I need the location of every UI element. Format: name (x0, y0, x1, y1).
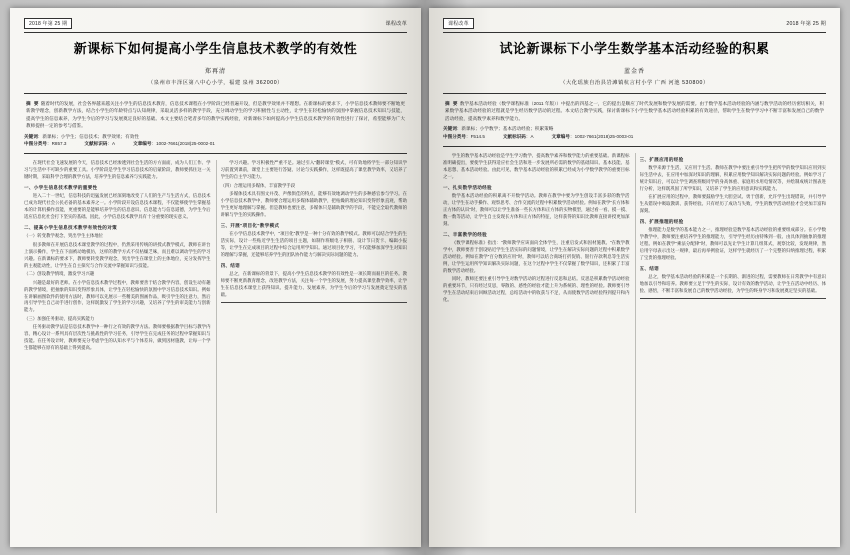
paragraph: 学习兴趣。学习积极性严重不足。通过引入"翻转课堂"模式，可有效地将学生一部分知识学习前置到课前，课堂上主要进行答疑、讨论与实践操作，这样既提高了课堂教学效率，又培养了学生的自主学习能力。 (220, 160, 407, 180)
references-divider-right (640, 298, 827, 299)
abstract-left (24, 100, 407, 130)
doc-code-value-right: A (530, 134, 534, 139)
paragraph: 总之，数学基本活动经验的积累是一个长期的、渐进的过程，需要教师在日常教学中有意识地加以引导和培养。教师要立足于学生的实际，设计有效的数学活动，让学生在活动中经历、体验、感悟，不断丰富和发展自己的数学活动经验，为学生的终身学习和发展奠定坚实的基础。 (639, 274, 826, 294)
paragraph: （二）创设教学情境，激发学习兴趣 (24, 271, 95, 277)
paragraph: 数学来源于生活，又应用于生活。教师在教学中要注重引导学生把所学的数学知识应用到实际生活中去，在应用中加深对知识的理解，积累应用数学知识解决实际问题的经验。例如学习了统计知识后，可以让学生调查班级同学的身高体重、家庭用水用电情况等，并绘制成统计图表进行分析，这样既巩固了所学知识，又培养了学生的应用意识和实践能力。 (639, 165, 826, 191)
article-title-right: 试论新课标下小学生数学基本活动经验的积累 (499, 42, 770, 57)
title-block-right (443, 42, 826, 86)
section-heading: 一、扎实数学活动经验 (443, 184, 492, 190)
abstract-label-left: 摘 要 (26, 100, 40, 106)
paragraph: 在扩展应用的过程中，教师要鼓励学生大胆尝试、勇于创新，允许学生出现错误，并引导学生从错误中吸取教训、获得经验。只有经历了成功与失败，学生的数学活动经验才会更加丰富和深刻。 (639, 194, 826, 214)
section-heading: 一、小学生信息技术教学的重要性 (24, 185, 98, 191)
column-right-2 (640, 153, 827, 527)
article-affiliation-left: （泉州市丰泽区第八中心小学，福建 泉州 362000） (148, 79, 283, 86)
body-columns-right (443, 153, 826, 527)
divider-top-right (443, 93, 826, 94)
divider-top-left (24, 93, 407, 94)
article-author-left: 郑再清 (204, 68, 226, 75)
article-id-label-left: 文章编号 (133, 141, 152, 147)
paragraph: 在小学信息技术教学中，"项目化"教学是一种十分有效的教学模式。教师可以结合学生的生活实际，设计一些贴近学生生活的项目主题，如制作班级电子相册、设计节日贺卡、编辑小报等，让学生在完成项目的过程中综合运用所学知识。通过项目化学习，不仅能够加深学生对知识的理解与掌握，还能够培养学生的团队协作能力与解决实际问题的能力。 (220, 231, 407, 257)
issue-label-left: 2018 年第 25 期 (24, 18, 72, 29)
page-right (429, 8, 840, 547)
section-heading: 二、丰富教学的经验 (443, 231, 488, 237)
paragraph: 学生的数学基本活动经验是学生学习数学、提高数学素养和数学能力的重要基础。新课程标准明确提出，要使学生获得适应社会生活和进一步发展所必需的数学的基础知识、基本技能、基本思想、基本活动经验。由此可见，数学基本活动经验的积累已经成为小学数学教学的重要目标之一。 (443, 152, 630, 179)
article-id-value-left: 1002-7661(2018)25-0002-01 (156, 141, 215, 147)
column-left-2 (221, 160, 408, 527)
body-columns-left (24, 160, 407, 527)
paragraph: 总之，在新课标的背景下，提高小学生信息技术教学的有效性是一项长期而艰巨的任务。教师要不断更新教育理念，改进教学方法，关注每一个学生的发展，努力提高课堂教学效率，让学生在信息技术课堂上获得知识、提升能力、发展素养，为学生今后的学习与发展奠定坚实的基础。 (220, 271, 407, 298)
keywords-text-left: 新课标；小学生；信息技术；教学效果；有效性 (42, 133, 139, 139)
section-heading: 三、扩展应用的经验 (639, 156, 684, 162)
doc-code-label-right: 文献标识码 (502, 134, 526, 139)
keywords-label-right: 关键词 (443, 126, 457, 132)
doc-code-value-left: A (112, 141, 116, 147)
abstract-meta-left: 关键词：新课标；小学生；信息技术；教学效果；有效性 中图分类号：R857.3 文献标识码：A 文章编号：1002-7661(2018)25-0002-01 (24, 133, 215, 147)
page-left (10, 8, 421, 547)
keywords-label-left: 关键词 (24, 133, 38, 139)
paragraph: （一）转变教学观念，突出学生主体地位 (24, 233, 104, 239)
divider-body-right (443, 146, 826, 147)
clc-value-right: F514.5 (470, 134, 485, 139)
section-label-left: 课程改革 (385, 21, 407, 27)
clc-label-left: 中图分类号 (24, 141, 47, 147)
title-block-left (24, 42, 407, 86)
abstract-right (443, 100, 826, 122)
abstract-text-left: 随着时代的发展，社会各界越来越关注小学生的信息技术教育，信息技术课程在小学阶段已经普遍开设，但是教学效果并不理想。在新课标的要求下，小学信息技术教师要不断地更新教学理念，创新教学方法，结合小学生的年龄特点与认知规律，采取灵活多样的教学手段，充分调动学生的学习积极性与主动性，让学生在轻松愉快的氛围中掌握信息技术知识与技能，提高学生的信息素养，为学生今后的学习与发展奠定良好的基础。本文主要结合笔者多年的教学实践经验，对新课标下如何提高小学生信息技术教学的有效性进行了探讨，希望能够为广大教师提供一定的参考与借鉴。 (26, 100, 405, 129)
references-divider-left (221, 302, 408, 303)
running-head-left (24, 18, 407, 33)
paragraph: 推理能力是数学的基本能力之一，推理经验是数学基本活动经验的重要组成部分。在小学数学教学中，教师要注重培养学生的推理能力，引导学生经历由特殊到一般、由具体到抽象的推理过程。例如在教学"乘法分配律"时，教师可以先让学生计算几组算式，观察比较，发现规律，然后用字母表示出这一规律，最后再举例验证，这样学生就经历了一个完整的归纳推理过程，积累了宝贵的推理经验。 (639, 227, 826, 261)
article-id-label-right: 文章编号 (551, 134, 570, 139)
article-affiliation-right: （大化瑶族自治县岩滩镇杭言村小学 广西 河池 530800） (560, 79, 709, 86)
issue-label-right: 2018 年第 25 期 (786, 21, 826, 27)
running-head-right (443, 18, 826, 33)
clc-label-right: 中图分类号 (443, 134, 466, 139)
column-right-1 (443, 153, 630, 527)
paragraph: 进入二十一世纪，信息科技的迅猛发展已经深刻地改变了人们的生产与生活方式，信息技术已成为现代社会公民必备的基本素养之一。小学阶段开设信息技术课程，不仅能够使学生掌握基本的计算机操作技能，更重要的是能够培养学生的信息意识、信息能力与信息道德，为学生今后适应信息化社会打下坚实的基础。因此，小学信息技术教学具有十分重要的现实意义。 (24, 193, 211, 220)
section-heading: 二、提高小学生信息技术教学有效性的对策 (24, 225, 117, 231)
divider-body-left (24, 153, 407, 154)
section-heading: 三、开展"项目化"教学模式 (220, 222, 280, 228)
paragraph: （三）加强任务驱动，提高实践能力 (24, 315, 95, 321)
paragraph: （四）合理运用多媒体，丰富教学手段 (220, 182, 296, 188)
abstract-label-right: 摘 要 (445, 100, 459, 106)
abstract-text-right: 数学基本活动经验（数学课程标准（2011 年版））中提出的四基之一，它的提出是顺应了时代发展和数学发展的需要。由于数学基本活动经验的内涵与数学活动的经历密切相关，积累数学基本活动经验的过程就是学生经历数学活动的过程。本文结合教学实践，探讨新课标下小学生数学基本活动经验积累的有效途径，帮助学生在数学学习中不断丰富和发展自己的数学活动经验，提高数学素养和数学能力。 (445, 100, 824, 121)
paragraph: 多媒体技术具有图文并茂、声像俱佳的特点，能够有效地调动学生的多种感官参与学习。在小学信息技术教学中，教师要合理运用多媒体辅助教学，把枯燥的理论知识变得形象直观，帮助学生更好地理解与掌握。但是教师也要注意，多媒体只是辅助教学的手段，不能完全取代教师的讲解与学生的实践操作。 (220, 191, 407, 217)
section-heading: 四、扩展推理的经验 (639, 219, 684, 225)
paragraph: 任务驱动教学法是信息技术教学中一种行之有效的教学方法。教师要根据教学目标与教学内容，精心设计一系列具有层次性与挑战性的学习任务，引导学生在完成任务的过程中掌握知识与技能。在任务设计时，教师要充分考虑学生的认知水平与个体差异，做到因材施教，让每一个学生都能够在原有的基础上得到提高。 (24, 324, 211, 351)
section-label-right: 课程改革 (443, 18, 474, 29)
clc-value-left: R857.3 (51, 141, 67, 147)
paragraph: 很多教师在开展信息技术课堂教学的过程中，仍然采用传统的讲授式教学模式，教师在讲台上演示操作，学生在下面被动地模仿，这样的教学方式不仅枯燥乏味，而且难以调动学生的学习兴趣。在新课标的要求下，教师要转变教学观念，突出学生在课堂上的主体地位，充分发挥学生的主观能动性，让学生在自主探究与合作交流中掌握知识与技能。 (24, 241, 211, 268)
paragraph: 《数学课程标准》指出："教师教学应该面向全体学生，注重启发式和因材施教。"在数学教学中，教师要善于创设贴近学生生活实际的问题情境，让学生在解决实际问题的过程中积累数学活动经验。例如在教学"百分数的应用"时，教师可以结合商场打折促销、银行存款利息等生活实例，让学生运用所学知识解决实际问题，在这个过程中学生不仅掌握了数学知识，还积累了丰富的数学活动经验。 (443, 239, 630, 273)
paragraph: 在现代社会飞速发展的今天，信息技术已经渗透到社会生活的方方面面，成为人们工作、学习与生活中不可缺少的重要工具。小学阶段是学生学习信息技术的启蒙阶段，教师要抓住这一关键时期，采取科学合理的教学方法，培养学生的信息素养与实践能力。 (24, 160, 211, 180)
article-title-left: 新课标下如何提高小学生信息技术教学的有效性 (73, 42, 358, 57)
paragraph: 同时，教师还要注重引导学生对数学活动的过程进行反思和总结。反思是积累数学活动经验的重要环节，只有经过反思，零散的、感性的经验才能上升为系统的、理性的经验。教师要引导学生在活动结束后回顾活动过程，总结活动中的收获与不足，从而使数学活动经验得到提升和内化。 (443, 276, 630, 302)
abstract-meta-right: 关键词：新课标；小学数学；基本活动经验；积累策略 中图分类号：F514.5 文献标识码：A 文章编号：1002-7661(2018)25-0003-01 (443, 126, 634, 139)
paragraph: 数学基本活动经验的积累离不开数学活动。教师在教学中要为学生创设丰富多彩的数学活动，让学生在动手操作、观察思考、合作交流的过程中积累数学活动经验。例如在教学"长方体和正方体的认识"时，教师可以让学生准备一些长方体和正方体的实物模型，通过看一看、摸一摸、数一数等活动，让学生自主发现长方体和正方体的特征，这样获得的知识比教师直接讲授更加深刻。 (443, 192, 630, 226)
section-heading: 五、结语 (639, 266, 660, 272)
section-heading: 四、结语 (220, 262, 241, 268)
article-id-value-right: 1002-7661(2018)25-0003-01 (574, 134, 634, 139)
article-author-right: 蓝金香 (623, 68, 645, 75)
paragraph: 兴趣是最好的老师。在小学信息技术教学过程中，教师要善于结合教学内容，创设生动有趣的教学情境，把抽象的知识变得形象具体，让学生在轻松愉快的氛围中学习信息技术知识。例如在讲解画图软件的使用方法时，教师可以先展示一些精美的图画作品，吸引学生的注意力，然后再引导学生自己动手进行创作，这样既激发了学生的学习兴趣，又培养了学生的审美能力与创新能力。 (24, 279, 211, 313)
doc-code-label-left: 文献标识码 (84, 141, 108, 147)
column-left-1 (24, 160, 211, 527)
keywords-text-right: 新课标；小学数学；基本活动经验；积累策略 (461, 126, 554, 132)
